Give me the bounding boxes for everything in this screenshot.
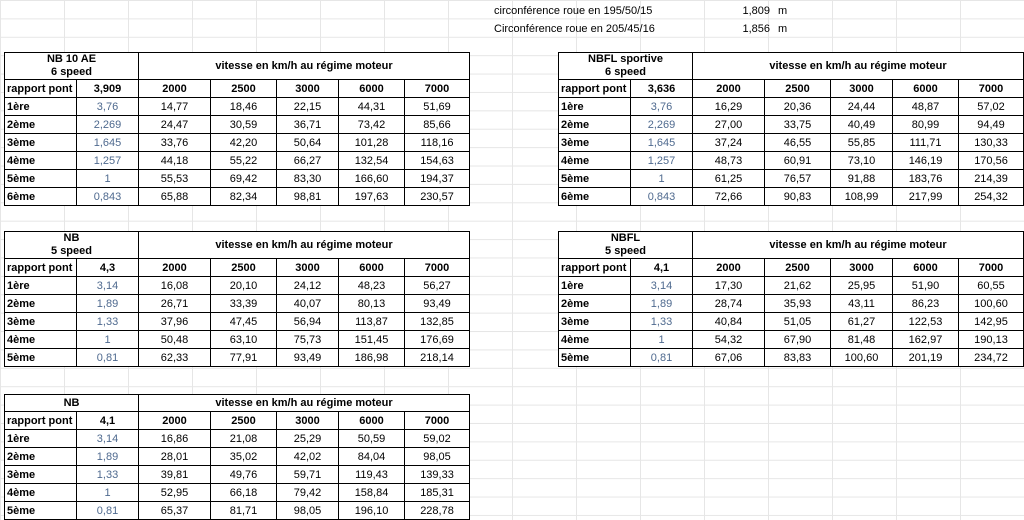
table-row [559, 331, 1024, 349]
gear-ratio: 3,14 [77, 430, 139, 448]
gear-label: 5ème [5, 502, 77, 520]
speed-cell: 28,74 [693, 295, 765, 313]
speed-cell: 254,32 [959, 188, 1024, 206]
speed-cell: 170,56 [959, 152, 1024, 170]
title-line: NBFL sportive [588, 53, 663, 65]
speed-cell: 151,45 [339, 331, 405, 349]
table-row [559, 116, 1024, 134]
gear-label: 1ère [559, 98, 631, 116]
speed-cell: 81,48 [831, 331, 893, 349]
speed-cell: 185,31 [405, 484, 470, 502]
speed-cell: 50,48 [139, 331, 211, 349]
speed-cell: 94,49 [959, 116, 1024, 134]
speed-cell: 48,23 [339, 277, 405, 295]
speed-cell: 14,77 [139, 98, 211, 116]
gear-ratio: 1,89 [631, 295, 693, 313]
speed-cell: 60,91 [765, 152, 831, 170]
gear-ratio: 3,14 [631, 277, 693, 295]
rpm-header: 2000 [693, 259, 765, 277]
table-row [5, 98, 470, 116]
rpm-header: 2500 [765, 80, 831, 98]
speed-cell: 44,31 [339, 98, 405, 116]
speed-cell: 40,84 [693, 313, 765, 331]
speed-cell: 42,20 [211, 134, 277, 152]
title-line: NBFL [610, 232, 641, 244]
axle-ratio-label: rapport pont [559, 259, 631, 277]
gear-speed-table [4, 394, 470, 520]
speed-header: vitesse en km/h au régime moteur [693, 53, 1024, 80]
title-line: 6 speed [51, 66, 92, 78]
speed-cell: 142,95 [959, 313, 1024, 331]
speed-cell: 40,49 [831, 116, 893, 134]
speed-cell: 17,30 [693, 277, 765, 295]
title-line: NB [63, 396, 80, 409]
speed-cell: 83,83 [765, 349, 831, 367]
table-row [5, 116, 470, 134]
gear-ratio: 1,89 [77, 448, 139, 466]
gear-label: 6ème [559, 188, 631, 206]
gear-label: 4ème [559, 152, 631, 170]
rpm-header: 2500 [211, 80, 277, 98]
speed-cell: 80,99 [893, 116, 959, 134]
gear-ratio: 0,843 [77, 188, 139, 206]
speed-cell: 228,78 [405, 502, 470, 520]
speed-cell: 234,72 [959, 349, 1024, 367]
table-row [559, 349, 1024, 367]
gear-label: 4ème [5, 152, 77, 170]
speed-cell: 28,01 [139, 448, 211, 466]
table-nbfl-sportive [558, 52, 1024, 206]
speed-cell: 43,11 [831, 295, 893, 313]
rpm-header: 2500 [211, 259, 277, 277]
speed-cell: 51,90 [893, 277, 959, 295]
gear-ratio: 1 [77, 331, 139, 349]
gear-label: 6ème [5, 188, 77, 206]
speed-cell: 176,69 [405, 331, 470, 349]
speed-cell: 139,33 [405, 466, 470, 484]
speed-cell: 56,94 [277, 313, 339, 331]
rpm-header: 7000 [405, 259, 470, 277]
speed-cell: 60,55 [959, 277, 1024, 295]
speed-cell: 62,33 [139, 349, 211, 367]
speed-cell: 162,97 [893, 331, 959, 349]
table-row [5, 331, 470, 349]
speed-cell: 52,95 [139, 484, 211, 502]
axle-ratio-value: 3,909 [77, 80, 139, 98]
gear-ratio: 3,14 [77, 277, 139, 295]
speed-cell: 85,66 [405, 116, 470, 134]
gear-speed-table [4, 52, 470, 206]
table-nb-5speed [4, 231, 470, 367]
gear-label: 3ème [5, 313, 77, 331]
speed-cell: 90,83 [765, 188, 831, 206]
gear-ratio: 3,76 [631, 98, 693, 116]
speed-cell: 113,87 [339, 313, 405, 331]
gear-label: 5ème [559, 170, 631, 188]
speed-cell: 146,19 [893, 152, 959, 170]
speed-cell: 48,73 [693, 152, 765, 170]
table-row [5, 295, 470, 313]
speed-cell: 36,71 [277, 116, 339, 134]
gear-ratio: 2,269 [631, 116, 693, 134]
speed-cell: 37,24 [693, 134, 765, 152]
title-line: 5 speed [51, 245, 92, 257]
info-label: circonférence roue en 195/50/15 [494, 5, 653, 17]
table-nb-4-1 [4, 394, 470, 520]
gear-ratio: 0,81 [77, 502, 139, 520]
speed-cell: 46,55 [765, 134, 831, 152]
speed-cell: 84,04 [339, 448, 405, 466]
speed-cell: 35,93 [765, 295, 831, 313]
speed-cell: 61,25 [693, 170, 765, 188]
speed-cell: 190,13 [959, 331, 1024, 349]
axle-ratio-value: 4,1 [631, 259, 693, 277]
rpm-header: 6000 [339, 80, 405, 98]
speed-cell: 230,57 [405, 188, 470, 206]
info-unit: m [778, 23, 788, 35]
speed-cell: 59,71 [277, 466, 339, 484]
speed-cell: 24,44 [831, 98, 893, 116]
gear-ratio: 1,645 [631, 134, 693, 152]
speed-cell: 51,69 [405, 98, 470, 116]
rpm-header: 7000 [405, 80, 470, 98]
table-title [5, 395, 139, 412]
gear-label: 2ème [559, 116, 631, 134]
speed-cell: 218,14 [405, 349, 470, 367]
gear-ratio: 1 [631, 170, 693, 188]
gear-ratio: 0,843 [631, 188, 693, 206]
gear-label: 1ère [5, 430, 77, 448]
speed-cell: 66,18 [211, 484, 277, 502]
table-title [5, 53, 139, 80]
speed-cell: 130,33 [959, 134, 1024, 152]
table-row [559, 98, 1024, 116]
table-row [5, 170, 470, 188]
speed-cell: 79,42 [277, 484, 339, 502]
gear-ratio: 1,89 [77, 295, 139, 313]
rpm-header: 3000 [277, 412, 339, 430]
speed-cell: 118,16 [405, 134, 470, 152]
table-row [559, 152, 1024, 170]
rpm-header: 2000 [139, 259, 211, 277]
speed-cell: 154,63 [405, 152, 470, 170]
speed-cell: 73,42 [339, 116, 405, 134]
speed-cell: 93,49 [405, 295, 470, 313]
gear-label: 3ème [5, 134, 77, 152]
speed-cell: 67,90 [765, 331, 831, 349]
rpm-header: 3000 [831, 80, 893, 98]
speed-cell: 20,36 [765, 98, 831, 116]
speed-cell: 51,05 [765, 313, 831, 331]
speed-cell: 21,08 [211, 430, 277, 448]
table-row [559, 134, 1024, 152]
speed-cell: 81,71 [211, 502, 277, 520]
title-line: 6 speed [605, 66, 646, 78]
info-value: 1,856 [742, 23, 770, 35]
table-row [5, 152, 470, 170]
table-row [5, 484, 470, 502]
speed-cell: 201,19 [893, 349, 959, 367]
speed-cell: 119,43 [339, 466, 405, 484]
speed-cell: 67,06 [693, 349, 765, 367]
table-row [559, 170, 1024, 188]
speed-cell: 61,27 [831, 313, 893, 331]
speed-cell: 37,96 [139, 313, 211, 331]
table-row [5, 502, 470, 520]
speed-cell: 33,39 [211, 295, 277, 313]
table-title [5, 232, 139, 259]
speed-cell: 18,46 [211, 98, 277, 116]
gear-ratio: 1 [77, 484, 139, 502]
speed-cell: 217,99 [893, 188, 959, 206]
speed-cell: 166,60 [339, 170, 405, 188]
rpm-header: 3000 [277, 80, 339, 98]
speed-header: vitesse en km/h au régime moteur [693, 232, 1024, 259]
speed-cell: 86,23 [893, 295, 959, 313]
speed-cell: 59,02 [405, 430, 470, 448]
speed-cell: 80,13 [339, 295, 405, 313]
table-title [559, 232, 693, 259]
speed-cell: 47,45 [211, 313, 277, 331]
speed-cell: 98,05 [405, 448, 470, 466]
speed-cell: 25,29 [277, 430, 339, 448]
speed-cell: 48,87 [893, 98, 959, 116]
table-row [5, 430, 470, 448]
gear-label: 2ème [5, 116, 77, 134]
table-row [559, 277, 1024, 295]
rpm-header: 6000 [339, 259, 405, 277]
gear-ratio: 1,257 [77, 152, 139, 170]
gear-label: 2ème [5, 295, 77, 313]
gear-label: 2ème [5, 448, 77, 466]
speed-cell: 101,28 [339, 134, 405, 152]
rpm-header: 2000 [139, 80, 211, 98]
speed-cell: 57,02 [959, 98, 1024, 116]
speed-cell: 30,59 [211, 116, 277, 134]
gear-label: 1ère [5, 98, 77, 116]
table-row [559, 295, 1024, 313]
speed-cell: 132,85 [405, 313, 470, 331]
table-row [5, 313, 470, 331]
table-nbfl-5speed [558, 231, 1024, 367]
speed-cell: 56,27 [405, 277, 470, 295]
gear-ratio: 1,645 [77, 134, 139, 152]
speed-cell: 35,02 [211, 448, 277, 466]
speed-cell: 49,76 [211, 466, 277, 484]
gear-ratio: 0,81 [77, 349, 139, 367]
gear-ratio: 1,33 [77, 466, 139, 484]
speed-cell: 65,88 [139, 188, 211, 206]
speed-cell: 98,05 [277, 502, 339, 520]
speed-cell: 50,59 [339, 430, 405, 448]
speed-cell: 33,75 [765, 116, 831, 134]
speed-cell: 194,37 [405, 170, 470, 188]
speed-cell: 197,63 [339, 188, 405, 206]
speed-cell: 54,32 [693, 331, 765, 349]
speed-cell: 69,42 [211, 170, 277, 188]
speed-header: vitesse en km/h au régime moteur [139, 395, 470, 412]
rpm-header: 3000 [831, 259, 893, 277]
title-line: NB [63, 232, 80, 244]
rpm-header: 6000 [893, 80, 959, 98]
rpm-header: 6000 [339, 412, 405, 430]
table-row [5, 448, 470, 466]
speed-cell: 76,57 [765, 170, 831, 188]
axle-ratio-label: rapport pont [559, 80, 631, 98]
speed-cell: 26,71 [139, 295, 211, 313]
info-value: 1,809 [742, 5, 770, 17]
speed-cell: 132,54 [339, 152, 405, 170]
rpm-header: 6000 [893, 259, 959, 277]
gear-speed-table [4, 231, 470, 367]
table-title [559, 53, 693, 80]
gear-label: 1ère [5, 277, 77, 295]
speed-cell: 24,47 [139, 116, 211, 134]
speed-cell: 55,22 [211, 152, 277, 170]
gear-ratio: 1,257 [631, 152, 693, 170]
table-row [559, 313, 1024, 331]
speed-cell: 72,66 [693, 188, 765, 206]
rpm-header: 2000 [139, 412, 211, 430]
gear-label: 4ème [5, 484, 77, 502]
speed-cell: 77,91 [211, 349, 277, 367]
gear-label: 3ème [559, 313, 631, 331]
gear-label: 4ème [559, 331, 631, 349]
axle-ratio-value: 4,3 [77, 259, 139, 277]
speed-cell: 73,10 [831, 152, 893, 170]
rpm-header: 7000 [959, 80, 1024, 98]
axle-ratio-label: rapport pont [5, 80, 77, 98]
gear-ratio: 1,33 [631, 313, 693, 331]
rpm-header: 2500 [765, 259, 831, 277]
gear-label: 3ème [5, 466, 77, 484]
speed-cell: 25,95 [831, 277, 893, 295]
info-unit: m [778, 5, 788, 17]
gear-ratio: 3,76 [77, 98, 139, 116]
axle-ratio-label: rapport pont [5, 412, 77, 430]
speed-cell: 42,02 [277, 448, 339, 466]
speed-cell: 16,29 [693, 98, 765, 116]
gear-label: 5ème [5, 349, 77, 367]
speed-cell: 44,18 [139, 152, 211, 170]
speed-cell: 55,85 [831, 134, 893, 152]
gear-ratio: 1 [631, 331, 693, 349]
gear-ratio: 2,269 [77, 116, 139, 134]
speed-cell: 183,76 [893, 170, 959, 188]
gear-speed-table [558, 231, 1024, 367]
speed-cell: 108,99 [831, 188, 893, 206]
speed-cell: 100,60 [959, 295, 1024, 313]
speed-cell: 16,86 [139, 430, 211, 448]
table-row [5, 466, 470, 484]
speed-cell: 98,81 [277, 188, 339, 206]
rpm-header: 2000 [693, 80, 765, 98]
rpm-header: 7000 [405, 412, 470, 430]
table-row [5, 188, 470, 206]
rpm-header: 2500 [211, 412, 277, 430]
speed-cell: 33,76 [139, 134, 211, 152]
speed-cell: 50,64 [277, 134, 339, 152]
speed-cell: 93,49 [277, 349, 339, 367]
gear-ratio: 1,33 [77, 313, 139, 331]
gear-label: 4ème [5, 331, 77, 349]
rpm-header: 7000 [959, 259, 1024, 277]
table-row [559, 188, 1024, 206]
speed-cell: 83,30 [277, 170, 339, 188]
speed-header: vitesse en km/h au régime moteur [139, 53, 470, 80]
speed-cell: 75,73 [277, 331, 339, 349]
gear-label: 2ème [559, 295, 631, 313]
table-row [5, 134, 470, 152]
speed-cell: 122,53 [893, 313, 959, 331]
title-line: 5 speed [605, 245, 646, 257]
gear-label: 5ème [559, 349, 631, 367]
speed-cell: 55,53 [139, 170, 211, 188]
gear-label: 1ère [559, 277, 631, 295]
speed-cell: 100,60 [831, 349, 893, 367]
title-line: NB 10 AE [46, 53, 97, 65]
speed-header: vitesse en km/h au régime moteur [139, 232, 470, 259]
speed-cell: 21,62 [765, 277, 831, 295]
speed-cell: 82,34 [211, 188, 277, 206]
speed-cell: 63,10 [211, 331, 277, 349]
table-row [5, 277, 470, 295]
speed-cell: 22,15 [277, 98, 339, 116]
speed-cell: 16,08 [139, 277, 211, 295]
table-nb10ae [4, 52, 470, 206]
gear-speed-table [558, 52, 1024, 206]
speed-cell: 39,81 [139, 466, 211, 484]
rpm-header: 3000 [277, 259, 339, 277]
speed-cell: 214,39 [959, 170, 1024, 188]
gear-label: 3ème [559, 134, 631, 152]
info-label: Circonférence roue en 205/45/16 [494, 23, 655, 35]
speed-cell: 20,10 [211, 277, 277, 295]
table-row [5, 349, 470, 367]
speed-cell: 40,07 [277, 295, 339, 313]
speed-cell: 111,71 [893, 134, 959, 152]
gear-label: 5ème [5, 170, 77, 188]
speed-cell: 91,88 [831, 170, 893, 188]
axle-ratio-label: rapport pont [5, 259, 77, 277]
speed-cell: 158,84 [339, 484, 405, 502]
speed-cell: 24,12 [277, 277, 339, 295]
speed-cell: 66,27 [277, 152, 339, 170]
axle-ratio-value: 4,1 [77, 412, 139, 430]
speed-cell: 196,10 [339, 502, 405, 520]
gear-ratio: 1 [77, 170, 139, 188]
speed-cell: 186,98 [339, 349, 405, 367]
gear-ratio: 0,81 [631, 349, 693, 367]
axle-ratio-value: 3,636 [631, 80, 693, 98]
speed-cell: 27,00 [693, 116, 765, 134]
speed-cell: 65,37 [139, 502, 211, 520]
